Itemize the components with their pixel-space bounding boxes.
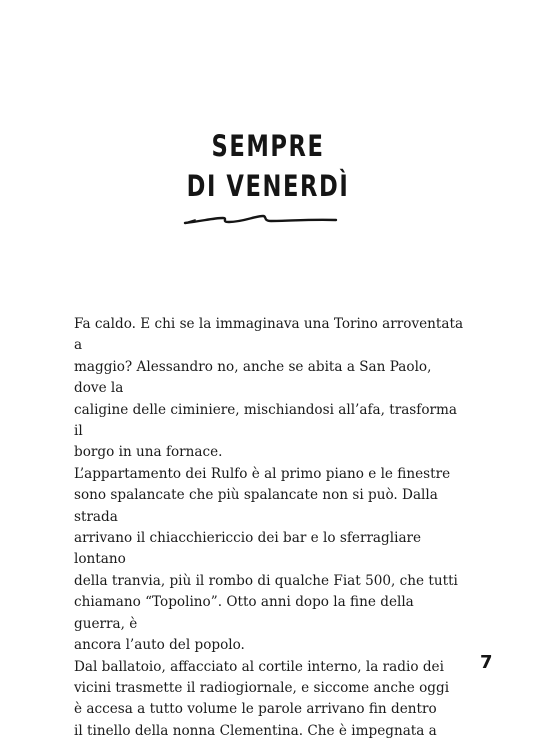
title-underline-stroke	[183, 212, 338, 228]
paragraph-1: Fa caldo. E chi se la immaginava una Torino arroventata a maggio? Alessandro no, anche se abita a San Paolo, dove la caligine delle ciminiere, mischiandosi all’afa, trasforma il borgo in una fornace.	[74, 314, 464, 464]
paragraph-3: Dal ballatoio, affacciato al cortile interno, la radio dei vicini trasmette il radiogiornale, e siccome anche oggi è accesa a tutto volume le parole arrivano fin dentro il tinello della nonna Clementina. Che è impegnata a	[74, 657, 464, 742]
chapter-title-line-2: DI VENERDÌ	[59, 166, 477, 206]
chapter-title	[59, 126, 477, 206]
chapter-title-line-1: SEMPRE	[59, 126, 477, 166]
chapter-body-text	[74, 314, 464, 742]
page-number: 7	[480, 652, 500, 676]
paragraph-2: L’appartamento dei Rulfo è al primo piano e le finestre sono spalancate che più spalancate non si può. Dalla strada arrivano il chiacchiericcio dei bar e lo sferragliare lontano della tranvia, più il rombo di qualche Fiat 500, che tutti chiamano “Topolino”. Otto anni dopo la fine della guerra, è ancora l’auto del popolo.	[74, 464, 464, 657]
